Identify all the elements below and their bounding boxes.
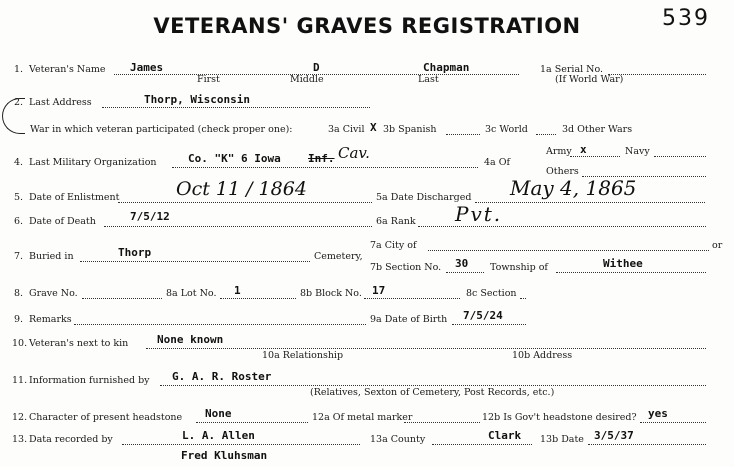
recorded-date-line [588, 444, 706, 445]
enlistment-value: Oct 11 / 1864 [176, 178, 307, 200]
county-label: 13a County [370, 434, 426, 445]
row1-number: 1. [14, 64, 24, 75]
rank-value: Pvt. [455, 202, 503, 226]
township-value: Withee [603, 257, 643, 270]
row5-number: 5. [14, 192, 24, 203]
last-address-label: Last Address [29, 97, 92, 108]
row12-number: 12. [12, 412, 28, 423]
war-world-line [536, 134, 556, 135]
war-other-label: 3d Other Wars [562, 124, 633, 135]
military-org-typed: Co. "K" 6 Iowa [188, 152, 281, 165]
section-label: 7b Section No. [370, 262, 442, 273]
war-world-label: 3c World [485, 124, 528, 135]
navy-label: Navy [625, 146, 650, 157]
death-date-label: Date of Death [29, 216, 96, 227]
grave-no-line [82, 298, 162, 299]
lot-line [220, 298, 296, 299]
relationship-label: 10a Relationship [262, 350, 344, 361]
city-line [428, 250, 709, 251]
enlistment-line [118, 202, 372, 203]
row10-number: 10. [12, 338, 28, 349]
headstone-value: None [205, 407, 232, 420]
middle-label: Middle [290, 74, 324, 85]
death-date-value: 7/5/12 [130, 210, 170, 223]
block-line [364, 298, 460, 299]
last-name-value: Chapman [423, 61, 470, 74]
others-label: Others [546, 166, 579, 177]
metal-marker-label: 12a Of metal marker [312, 412, 413, 423]
recorded-by-line [122, 444, 360, 445]
buried-in-value: Thorp [118, 246, 152, 259]
war-civil-mark: X [370, 121, 377, 134]
military-org-handwritten: Cav. [338, 144, 370, 162]
org-of-label: 4a Of [484, 157, 511, 168]
row13-number: 13. [12, 434, 28, 445]
army-mark: x [580, 143, 587, 156]
grave-no-label: Grave No. [29, 288, 78, 299]
enlistment-label: Date of Enlistment [29, 192, 120, 203]
kin-address-label: 10b Address [512, 350, 573, 361]
military-org-struck: Inf. [308, 152, 335, 165]
birth-date-line [452, 324, 526, 325]
county-value: Clark [488, 429, 522, 442]
township-line [556, 272, 706, 273]
lot-label: 8a Lot No. [166, 288, 217, 299]
township-label: Township of [490, 262, 548, 273]
row8-number: 8. [14, 288, 24, 299]
section-value: 30 [455, 257, 469, 270]
block-label: 8b Block No. [300, 288, 362, 299]
rank-label: 6a Rank [376, 216, 416, 227]
row11-number: 11. [12, 375, 28, 386]
buried-in-line [80, 261, 310, 262]
recorded-by-value: L. A. Allen [182, 429, 255, 442]
recorded-date-label: 13b Date [540, 434, 584, 445]
army-line [570, 156, 620, 157]
recorded-by-label: Data recorded by [29, 434, 113, 445]
headstone-label: Character of present headstone [29, 412, 183, 423]
military-org-label: Last Military Organization [29, 157, 157, 168]
war-label: War in which veteran participated (check proper one): [30, 124, 293, 135]
army-label: Army [546, 146, 572, 157]
rank-line [418, 226, 706, 227]
row4-number: 4. [14, 157, 24, 168]
row6-number: 6. [14, 216, 24, 227]
govt-headstone-line [640, 422, 706, 423]
or-label: or [712, 240, 723, 251]
section-line [446, 272, 484, 273]
informant-value: G. A. R. Roster [172, 370, 272, 383]
death-date-line [104, 226, 372, 227]
cemetery-label: Cemetery, [314, 251, 363, 262]
headstone-line [196, 422, 308, 423]
recorded-date-value: 3/5/37 [594, 429, 634, 442]
remarks-label: Remarks [29, 314, 72, 325]
military-org-line [172, 167, 478, 168]
next-of-kin-line [146, 348, 706, 349]
city-label: 7a City of [370, 240, 417, 251]
war-spanish-label: 3b Spanish [383, 124, 437, 135]
discharged-label: 5a Date Discharged [376, 192, 472, 203]
middle-name-value: D [313, 61, 320, 74]
row7-number: 7. [14, 251, 24, 262]
informant-line [160, 385, 706, 386]
lot-value: 1 [234, 284, 241, 297]
buried-in-label: Buried in [29, 251, 74, 262]
serial-note: (If World War) [555, 74, 624, 85]
last-address-value: Thorp, Wisconsin [144, 93, 250, 106]
block-value: 17 [372, 284, 386, 297]
grave-section-line [520, 298, 526, 299]
last-address-line [102, 107, 370, 108]
war-spanish-line [446, 134, 480, 135]
county-line [432, 444, 532, 445]
birth-date-label: 9a Date of Birth [370, 314, 448, 325]
govt-headstone-label: 12b Is Gov't headstone desired? [482, 412, 637, 423]
discharged-line [475, 202, 705, 203]
war-civil-label: 3a Civil [328, 124, 365, 135]
first-label: First [197, 74, 220, 85]
discharged-value: May 4, 1865 [510, 176, 637, 200]
navy-line [654, 156, 706, 157]
serial-label: 1a Serial No. [540, 64, 604, 75]
veteran-name-label: Veteran's Name [29, 64, 106, 75]
next-of-kin-label: Veteran's next to kin [29, 338, 129, 349]
metal-marker-line [404, 422, 480, 423]
next-of-kin-value: None known [157, 333, 224, 346]
form-title: VETERANS' GRAVES REGISTRATION [153, 14, 581, 38]
first-name-value: James [130, 61, 164, 74]
informant-label: Information furnished by [29, 375, 150, 386]
informant-note: (Relatives, Sexton of Cemetery, Post Records, etc.) [310, 387, 555, 398]
grave-section-label: 8c Section [466, 288, 517, 299]
last-label: Last [418, 74, 439, 85]
recorded-by-value-2: Fred Kluhsman [181, 449, 268, 462]
row2-number: 2. [14, 97, 24, 108]
birth-date-value: 7/5/24 [463, 309, 503, 322]
remarks-line [74, 324, 366, 325]
corner-number: 539 [662, 6, 710, 31]
row9-number: 9. [14, 314, 24, 325]
govt-headstone-value: yes [648, 407, 668, 420]
